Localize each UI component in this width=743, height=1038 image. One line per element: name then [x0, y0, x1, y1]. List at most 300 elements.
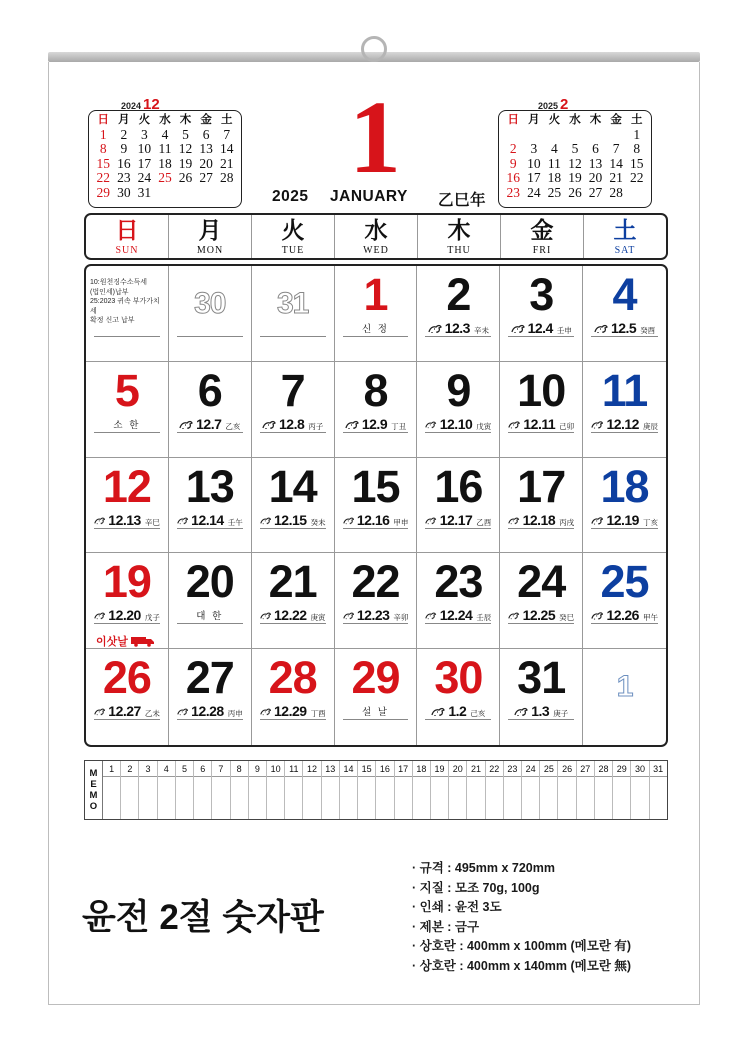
day-number: 11	[601, 364, 648, 416]
memo-day-column	[249, 761, 267, 819]
day-sub-line	[260, 417, 326, 433]
prev-mini-date: 20	[199, 155, 213, 171]
lunar-date: 12.3	[444, 320, 470, 336]
ganzhi: 丙戌	[559, 517, 575, 527]
day-sub-line	[177, 704, 243, 720]
next-mini-date: 18	[547, 170, 562, 185]
weekday-cell-fri	[500, 215, 583, 258]
day-term: 신 정	[361, 324, 389, 335]
lunar-date: 12.8	[279, 415, 305, 432]
prev-mini-weekday: 土	[220, 114, 233, 126]
memo-day-number: 15	[358, 761, 375, 777]
ganzhi: 癸巳	[559, 613, 575, 623]
next-mini-week-row	[503, 128, 647, 143]
day-number: 1	[616, 670, 633, 704]
memo-day-column	[522, 761, 540, 819]
day-sub-line	[591, 321, 658, 337]
next-mini-date: 22	[629, 170, 644, 185]
prev-mini-date: 30	[117, 184, 131, 200]
day-number: 26	[102, 652, 151, 704]
next-mini-date	[503, 128, 524, 143]
day-cell	[335, 649, 418, 745]
prev-mini-week-row	[93, 157, 237, 172]
prev-mini-date: 25	[158, 170, 172, 185]
prev-mini-date: 7	[223, 126, 231, 142]
day-sub-line	[508, 321, 574, 337]
prev-mini-date: 4	[161, 126, 169, 142]
day-cell	[500, 362, 583, 458]
memo-day-column	[212, 761, 230, 819]
day-cell	[417, 458, 500, 554]
memo-day-column	[121, 761, 139, 819]
ganzhi: 壬辰	[476, 613, 492, 623]
memo-day-number: 10	[267, 761, 284, 777]
memo-day-column	[486, 761, 504, 819]
prev-mini-date: 1	[99, 126, 107, 142]
ganzhi: 丙子	[308, 421, 324, 431]
day-cell	[169, 553, 252, 649]
next-mini-date: 7	[612, 141, 620, 156]
next-mini-weekday: 火	[548, 114, 561, 126]
zodiac-animal-icon	[177, 515, 188, 526]
next-mini-date: 11	[547, 155, 561, 171]
day-number: 25	[600, 556, 649, 608]
day-number: 19	[102, 556, 151, 608]
next-mini-date: 28	[609, 184, 623, 200]
weekday-cell-sun	[86, 215, 168, 258]
weekday-english: WED	[363, 245, 389, 256]
prev-mini-date: 17	[137, 155, 152, 171]
memo-day-number: 20	[449, 761, 466, 777]
weekday-english: FRI	[532, 245, 552, 256]
next-mini-date: 15	[629, 155, 644, 171]
lunar-date: 12.19	[606, 511, 639, 528]
zodiac-animal-icon	[260, 610, 271, 621]
moving-day-badge	[96, 633, 155, 649]
lunar-date: 12.20	[108, 607, 141, 624]
spec-line: · 규격 : 495mm x 720mm	[412, 861, 555, 875]
day-number: 31	[517, 652, 566, 704]
lunar-date: 12.11	[523, 415, 556, 432]
prev-mini-date	[155, 186, 176, 201]
day-cell	[252, 649, 335, 745]
memo-day-number: 24	[522, 761, 539, 777]
memo-day-number: 16	[376, 761, 393, 777]
next-mini-date	[606, 128, 627, 143]
next-mini-date: 27	[588, 184, 603, 200]
ganzhi: 丙申	[227, 709, 243, 719]
day-cell	[500, 649, 583, 745]
prev-mini-date: 14	[219, 141, 234, 156]
memo-day-number: 22	[486, 761, 503, 777]
day-cell	[500, 458, 583, 554]
day-number: 5	[114, 364, 139, 416]
memo-day-column	[631, 761, 649, 819]
prev-mini-weekday-row	[93, 113, 237, 128]
memo-day-number: 31	[650, 761, 667, 777]
next-mini-date	[565, 128, 586, 143]
zodiac-animal-icon	[177, 706, 188, 717]
weekday-english: SUN	[115, 245, 139, 256]
lunar-date: 12.4	[527, 320, 553, 336]
day-number: 12	[102, 460, 151, 512]
day-number: 24	[517, 556, 566, 608]
day-sub-line	[425, 321, 491, 337]
memo-day-number: 14	[340, 761, 357, 777]
memo-day-number: 21	[467, 761, 484, 777]
day-sub-line	[260, 704, 326, 720]
next-mini-date: 8	[633, 141, 641, 156]
weekday-english: TUE	[281, 245, 305, 256]
day-cell	[252, 553, 335, 649]
day-cell	[169, 458, 252, 554]
tax-note	[90, 278, 164, 326]
tax-note-line: 25:2023 귀속 부가가치세	[90, 298, 160, 315]
prev-mini-date: 2	[120, 126, 128, 142]
zodiac-animal-icon	[425, 419, 436, 430]
big-month-number: 1	[349, 80, 401, 195]
prev-mini-date	[216, 186, 237, 201]
day-cell	[583, 362, 666, 458]
memo-day-column	[504, 761, 522, 819]
ganzhi: 庚辰	[642, 421, 658, 431]
weekday-english: SAT	[614, 245, 636, 256]
next-mini-date: 3	[530, 141, 538, 156]
day-sub-line	[94, 417, 160, 433]
memo-day-number: 19	[431, 761, 448, 777]
weekday-cell-wed	[334, 215, 417, 258]
weekday-english: MON	[196, 245, 224, 256]
day-sub-line	[425, 417, 491, 433]
weekday-cell-mon	[168, 215, 251, 258]
day-cell	[252, 266, 335, 362]
next-mini-date: 17	[527, 170, 541, 185]
moving-day-label: 이삿날	[96, 636, 128, 649]
day-sub-line	[177, 513, 243, 529]
prev-mini-weekday: 日	[97, 114, 110, 126]
memo-strip	[84, 760, 668, 820]
next-mini-date: 24	[527, 184, 541, 200]
prev-mini-date: 3	[141, 126, 148, 142]
day-cell	[335, 458, 418, 554]
memo-day-number: 7	[212, 761, 229, 777]
ganzhi: 己亥	[470, 709, 486, 719]
memo-label-letter: E	[90, 779, 97, 790]
spec-line: · 상호란 : 400mm x 100mm (메모란 有)	[412, 939, 632, 953]
day-number: 20	[185, 556, 234, 608]
ganzhi: 癸未	[310, 517, 326, 527]
prev-mini-week-row	[93, 128, 237, 143]
memo-columns	[103, 761, 667, 819]
prev-mini-date: 9	[120, 141, 128, 156]
day-sub-line	[343, 321, 409, 337]
next-mini-date: 14	[609, 155, 623, 171]
lunar-date: 1.2	[448, 703, 467, 720]
day-cell	[335, 553, 418, 649]
memo-day-column	[322, 761, 340, 819]
prev-mini-date: 22	[96, 170, 111, 185]
header-ganzhi-year: 乙巳年	[438, 192, 487, 209]
zodiac-animal-icon	[425, 515, 436, 526]
memo-day-number: 9	[249, 761, 266, 777]
day-sub-line	[591, 608, 658, 624]
day-cell	[583, 649, 666, 745]
prev-mini-date: 16	[117, 155, 131, 171]
memo-day-column	[413, 761, 431, 819]
memo-day-column	[158, 761, 176, 819]
memo-day-column	[267, 761, 285, 819]
day-cell	[169, 649, 252, 745]
memo-day-number: 17	[395, 761, 412, 777]
day-cell	[169, 266, 252, 362]
prev-mini-date	[196, 186, 217, 201]
day-sub-line	[94, 513, 160, 529]
prev-mini-week-row	[93, 142, 237, 157]
ganzhi: 戊寅	[476, 421, 492, 431]
weekday-cell-sat	[583, 215, 666, 258]
day-number: 18	[600, 460, 649, 512]
day-number: 10	[517, 364, 566, 416]
prev-mini-week-row	[93, 186, 237, 201]
ganzhi: 庚寅	[310, 613, 326, 623]
prev-mini-date: 29	[96, 184, 111, 200]
day-number: 6	[197, 364, 222, 416]
prev-mini-weekday: 火	[138, 114, 151, 126]
memo-day-number: 4	[158, 761, 175, 777]
zodiac-animal-icon	[508, 419, 520, 430]
memo-day-number: 2	[121, 761, 138, 777]
prev-mini-year: 2024	[121, 101, 142, 111]
next-mini-weekday: 月	[528, 114, 540, 126]
next-mini-date: 16	[506, 170, 521, 185]
next-mini-weekday: 木	[589, 114, 602, 126]
day-number: 29	[351, 652, 400, 704]
prev-mini-date: 11	[158, 141, 172, 156]
memo-day-number: 8	[231, 761, 248, 777]
next-mini-weekday-row	[503, 113, 647, 128]
next-mini-date: 9	[509, 155, 517, 171]
zodiac-animal-icon	[345, 419, 359, 430]
lunar-date: 12.17	[439, 511, 473, 528]
day-sub-line	[591, 417, 658, 433]
zodiac-animal-icon	[343, 515, 354, 526]
zodiac-animal-icon	[94, 610, 105, 621]
memo-day-number: 11	[285, 761, 302, 777]
day-term: 설 날	[361, 707, 389, 719]
day-number: 15	[351, 460, 400, 512]
day-sub-line	[177, 608, 243, 624]
zodiac-animal-icon	[179, 419, 193, 430]
product-specs	[412, 859, 631, 976]
tax-note-line: (법인세)납부	[90, 288, 129, 296]
day-cell	[417, 649, 500, 745]
lunar-date: 12.22	[274, 607, 307, 624]
next-mini-date: 26	[568, 184, 582, 200]
next-mini-date	[585, 128, 606, 143]
day-number: 21	[268, 556, 317, 608]
day-sub-line	[94, 704, 160, 720]
ganzhi: 庚子	[553, 709, 569, 719]
memo-day-number: 1	[103, 761, 120, 777]
memo-day-column	[540, 761, 558, 819]
ganzhi: 丁丑	[391, 421, 407, 431]
next-mini-date: 21	[609, 170, 623, 185]
lunar-date: 12.23	[356, 607, 390, 624]
next-mini-date	[524, 128, 545, 143]
ganzhi: 己卯	[559, 421, 575, 431]
next-mini-table	[503, 113, 647, 200]
memo-day-number: 12	[303, 761, 320, 777]
day-sub-line	[508, 608, 574, 624]
weekday-cell-tue	[251, 215, 334, 258]
day-cell	[86, 553, 169, 649]
day-cell	[86, 649, 169, 745]
lunar-date: 12.7	[196, 415, 222, 432]
day-cell	[500, 553, 583, 649]
zodiac-animal-icon	[591, 419, 603, 430]
memo-day-column	[558, 761, 576, 819]
day-cell	[86, 362, 169, 458]
prev-mini-weekday: 水	[159, 114, 171, 126]
tax-note-line: 10:원천징수소득세	[90, 279, 148, 286]
day-sub-line	[177, 321, 243, 337]
next-mini-date: 19	[568, 170, 582, 185]
zodiac-animal-icon	[343, 610, 354, 621]
day-cell	[86, 458, 169, 554]
ganzhi: 癸酉	[640, 326, 656, 335]
lunar-date: 12.13	[108, 511, 141, 528]
weekday-hanja: 水	[364, 218, 388, 244]
spec-line: · 상호란 : 400mm x 140mm (메모란 無)	[412, 958, 632, 973]
spec-line: · 제본 : 금구	[412, 919, 480, 934]
prev-mini-weekday: 金	[200, 114, 212, 126]
next-mini-date: 10	[527, 155, 541, 171]
prev-mini-date: 24	[137, 170, 152, 185]
memo-label	[85, 761, 103, 819]
day-sub-line	[425, 704, 491, 720]
weekday-hanja: 金	[530, 218, 554, 244]
day-number: 9	[446, 364, 471, 416]
weekday-hanja: 日	[115, 218, 139, 244]
day-number: 30	[194, 287, 226, 320]
ganzhi: 乙未	[144, 709, 160, 719]
day-number: 30	[434, 652, 483, 704]
next-mini-week-row	[503, 157, 647, 172]
prev-mini-date: 26	[178, 170, 193, 185]
next-mini-date: 5	[571, 141, 579, 156]
ganzhi: 乙酉	[476, 517, 492, 527]
day-sub-line	[260, 608, 326, 624]
prev-mini-date: 23	[117, 170, 131, 185]
zodiac-animal-icon	[511, 323, 525, 334]
prev-mini-date: 27	[199, 170, 213, 185]
ganzhi: 辛巳	[144, 517, 160, 527]
day-sub-line	[591, 513, 658, 529]
memo-day-number: 6	[194, 761, 211, 777]
day-cell	[169, 362, 252, 458]
next-mini-date: 23	[506, 184, 521, 200]
prev-mini-date: 21	[219, 155, 234, 171]
next-mini-date: 13	[588, 155, 603, 171]
memo-day-column	[231, 761, 249, 819]
next-mini-date: 12	[568, 155, 582, 171]
memo-day-column	[431, 761, 449, 819]
memo-label-letter: M	[89, 768, 98, 779]
zodiac-animal-icon	[508, 610, 519, 621]
day-sub-line	[94, 608, 160, 624]
next-month-mini-calendar	[498, 110, 652, 208]
ganzhi: 丁亥	[642, 517, 658, 527]
prev-month-mini-calendar	[88, 110, 242, 208]
memo-day-column	[340, 761, 358, 819]
memo-day-column	[303, 761, 321, 819]
day-cell	[335, 266, 418, 362]
product-title: 윤전 2절 숫자판	[82, 898, 324, 937]
day-cell	[417, 362, 500, 458]
ganzhi: 壬申	[556, 326, 572, 335]
prev-mini-date: 10	[137, 141, 152, 156]
lunar-date: 12.25	[522, 607, 556, 624]
day-sub-line	[425, 608, 491, 624]
spec-line: · 인쇄 : 윤전 3도	[412, 900, 502, 914]
lunar-date: 12.29	[274, 703, 307, 720]
day-sub-line	[508, 417, 574, 433]
weekday-header-bar	[84, 213, 668, 260]
day-sub-line	[260, 513, 326, 529]
memo-day-number: 23	[504, 761, 521, 777]
weekday-cell-thu	[417, 215, 500, 258]
memo-day-column	[285, 761, 303, 819]
day-cell	[417, 266, 500, 362]
header-year: 2025	[272, 188, 309, 205]
zodiac-animal-icon	[94, 515, 105, 526]
zodiac-animal-icon	[260, 515, 271, 526]
prev-mini-month: 12	[143, 96, 160, 113]
next-mini-date	[544, 128, 565, 143]
weekday-hanja: 月	[198, 218, 222, 244]
lunar-date: 1.3	[531, 703, 550, 720]
day-cell	[335, 362, 418, 458]
lunar-date: 12.16	[356, 511, 390, 528]
prev-mini-date: 19	[178, 155, 193, 171]
prev-mini-date: 31	[137, 184, 152, 200]
memo-day-column	[650, 761, 667, 819]
day-sub-line	[343, 608, 409, 624]
next-mini-year: 2025	[538, 101, 559, 111]
spec-line: · 지질 : 모조 70g, 100g	[412, 880, 540, 895]
next-mini-weekday: 水	[569, 114, 581, 126]
prev-mini-table	[93, 113, 237, 200]
lunar-date: 12.18	[522, 511, 556, 528]
prev-mini-weekday: 木	[179, 114, 192, 126]
zodiac-animal-icon	[591, 515, 603, 526]
ganzhi: 甲申	[393, 517, 409, 527]
prev-mini-date: 8	[99, 141, 107, 156]
prev-mini-date: 13	[199, 141, 213, 156]
memo-day-column	[595, 761, 613, 819]
prev-mini-date: 18	[158, 155, 172, 171]
memo-day-column	[376, 761, 394, 819]
day-cell	[583, 458, 666, 554]
memo-day-number: 25	[540, 761, 557, 777]
day-number: 1	[363, 269, 388, 320]
memo-day-column	[395, 761, 413, 819]
next-mini-weekday: 金	[610, 114, 622, 126]
next-mini-date	[626, 186, 647, 201]
prev-mini-week-row	[93, 171, 237, 186]
day-sub-line	[94, 321, 160, 337]
memo-day-column	[358, 761, 376, 819]
